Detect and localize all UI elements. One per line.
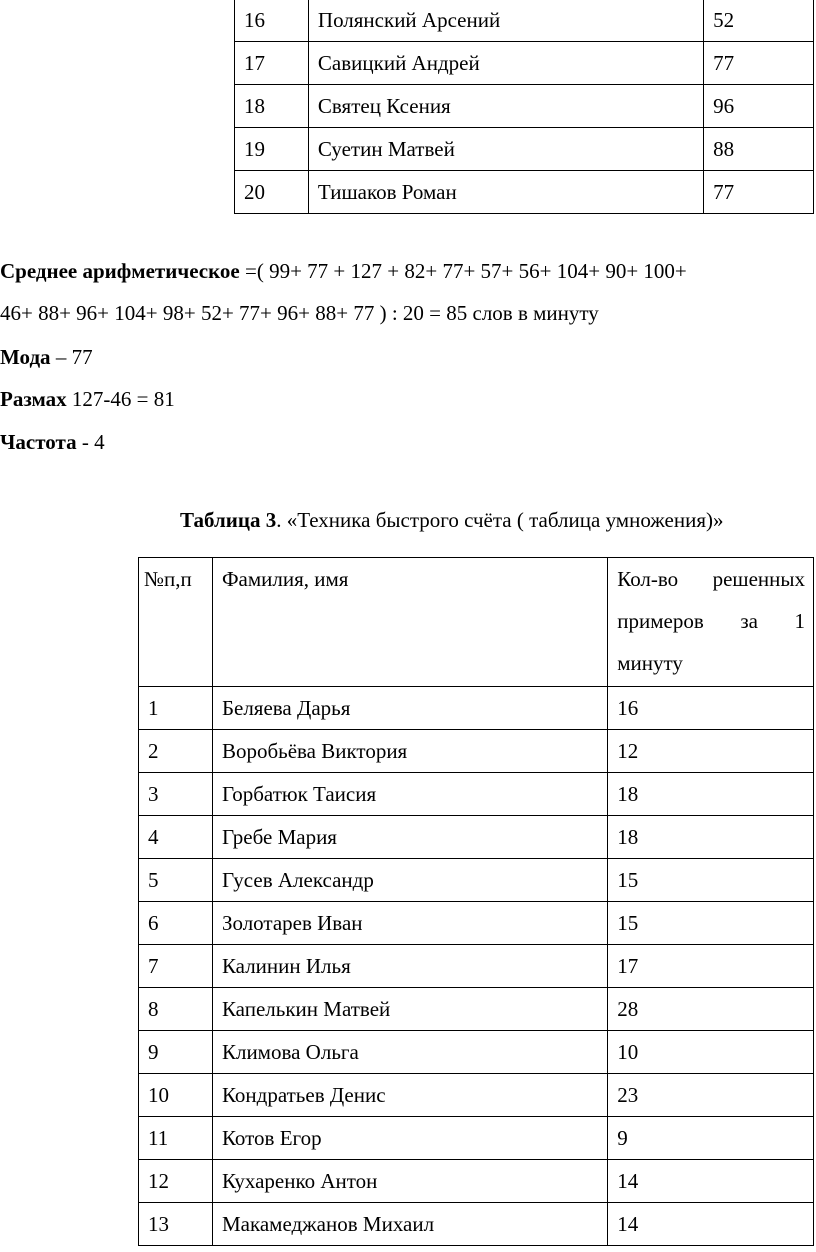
header-quantity (608, 558, 814, 687)
table-row (139, 988, 814, 1031)
student-name: Савицкий Андрей (308, 42, 703, 85)
table-row (139, 902, 814, 945)
student-name: Беляева Дарья (212, 687, 607, 730)
solved-count: 17 (608, 945, 814, 988)
score: 77 (704, 171, 814, 214)
multiplication-speed-table (138, 557, 814, 1246)
range-value: 127-46 = 81 (66, 387, 175, 411)
solved-count: 16 (608, 687, 814, 730)
student-name: Котов Егор (212, 1117, 607, 1160)
solved-count: 18 (608, 773, 814, 816)
student-name: Макамеджанов Михаил (212, 1203, 607, 1246)
table-row (139, 816, 814, 859)
mode-line (0, 336, 816, 378)
solved-count: 14 (608, 1203, 814, 1246)
header-number: №п,п (139, 558, 213, 687)
header-quantity-line-2: примеров за 1 (617, 609, 805, 633)
row-number: 4 (139, 816, 213, 859)
range-label: Размах (0, 387, 67, 411)
table-row (139, 945, 814, 988)
header-quantity-line-3: минуту (617, 651, 683, 675)
row-number: 13 (139, 1203, 213, 1246)
row-number: 18 (235, 85, 309, 128)
table-row (235, 128, 814, 171)
table-row (139, 1031, 814, 1074)
mean-line-2: 46+ 88+ 96+ 104+ 98+ 52+ 77+ 96+ 88+ 77 ) : 20 = 85 слов в минуту (0, 301, 599, 325)
mode-value: – 77 (50, 345, 93, 369)
solved-count: 23 (608, 1074, 814, 1117)
score: 52 (704, 0, 814, 42)
header-quantity-line-1: Кол-во решенных (617, 567, 805, 591)
row-number: 3 (139, 773, 213, 816)
score: 88 (704, 128, 814, 171)
mean-formula-start: =( 99+ 77 + 127 + 82+ 77+ 57+ 56+ 104+ 90+ 100+ (239, 259, 687, 283)
student-name: Горбатюк Таисия (212, 773, 607, 816)
student-name: Золотарев Иван (212, 902, 607, 945)
table-row (139, 1117, 814, 1160)
score: 96 (704, 85, 814, 128)
row-number: 6 (139, 902, 213, 945)
solved-count: 15 (608, 902, 814, 945)
results-table-continued (234, 0, 814, 214)
table-row (139, 773, 814, 816)
table-row (235, 42, 814, 85)
solved-count: 18 (608, 816, 814, 859)
student-name: Полянский Арсений (308, 0, 703, 42)
solved-count: 14 (608, 1160, 814, 1203)
table-row (235, 85, 814, 128)
row-number: 20 (235, 171, 309, 214)
solved-count: 15 (608, 859, 814, 902)
student-name: Гребе Мария (212, 816, 607, 859)
table-row (139, 859, 814, 902)
table-row (235, 171, 814, 214)
row-number: 8 (139, 988, 213, 1031)
student-name: Тишаков Роман (308, 171, 703, 214)
student-name: Суетин Матвей (308, 128, 703, 171)
score: 77 (704, 42, 814, 85)
table-row (235, 0, 814, 42)
header-name: Фамилия, имя (212, 558, 607, 687)
student-name: Воробьёва Виктория (212, 730, 607, 773)
student-name: Климова Ольга (212, 1031, 607, 1074)
frequency-label: Частота (0, 430, 77, 454)
table-header-row (139, 558, 814, 687)
range-line (0, 378, 816, 420)
mean-line-1 (0, 250, 816, 292)
student-name: Кухаренко Антон (212, 1160, 607, 1203)
caption-title: . «Техника быстрого счёта ( таблица умножения)» (276, 508, 724, 532)
row-number: 11 (139, 1117, 213, 1160)
caption-label: Таблица 3 (180, 508, 277, 532)
table-row (139, 730, 814, 773)
student-name: Кондратьев Денис (212, 1074, 607, 1117)
row-number: 17 (235, 42, 309, 85)
row-number: 16 (235, 0, 309, 42)
row-number: 5 (139, 859, 213, 902)
student-name: Святец Ксения (308, 85, 703, 128)
solved-count: 10 (608, 1031, 814, 1074)
solved-count: 9 (608, 1117, 814, 1160)
solved-count: 28 (608, 988, 814, 1031)
row-number: 10 (139, 1074, 213, 1117)
student-name: Гусев Александр (212, 859, 607, 902)
table-row (139, 1160, 814, 1203)
frequency-value: - 4 (76, 430, 105, 454)
table-row (139, 1203, 814, 1246)
solved-count: 12 (608, 730, 814, 773)
table-row (139, 1074, 814, 1117)
table-3-caption (180, 508, 723, 533)
mean-label: Среднее арифметическое (0, 259, 240, 283)
row-number: 2 (139, 730, 213, 773)
row-number: 12 (139, 1160, 213, 1203)
row-number: 19 (235, 128, 309, 171)
mean-paragraph (0, 250, 816, 334)
row-number: 9 (139, 1031, 213, 1074)
frequency-line (0, 421, 816, 463)
row-number: 7 (139, 945, 213, 988)
student-name: Калинин Илья (212, 945, 607, 988)
student-name: Капелькин Матвей (212, 988, 607, 1031)
mode-label: Мода (0, 345, 51, 369)
row-number: 1 (139, 687, 213, 730)
table-row (139, 687, 814, 730)
